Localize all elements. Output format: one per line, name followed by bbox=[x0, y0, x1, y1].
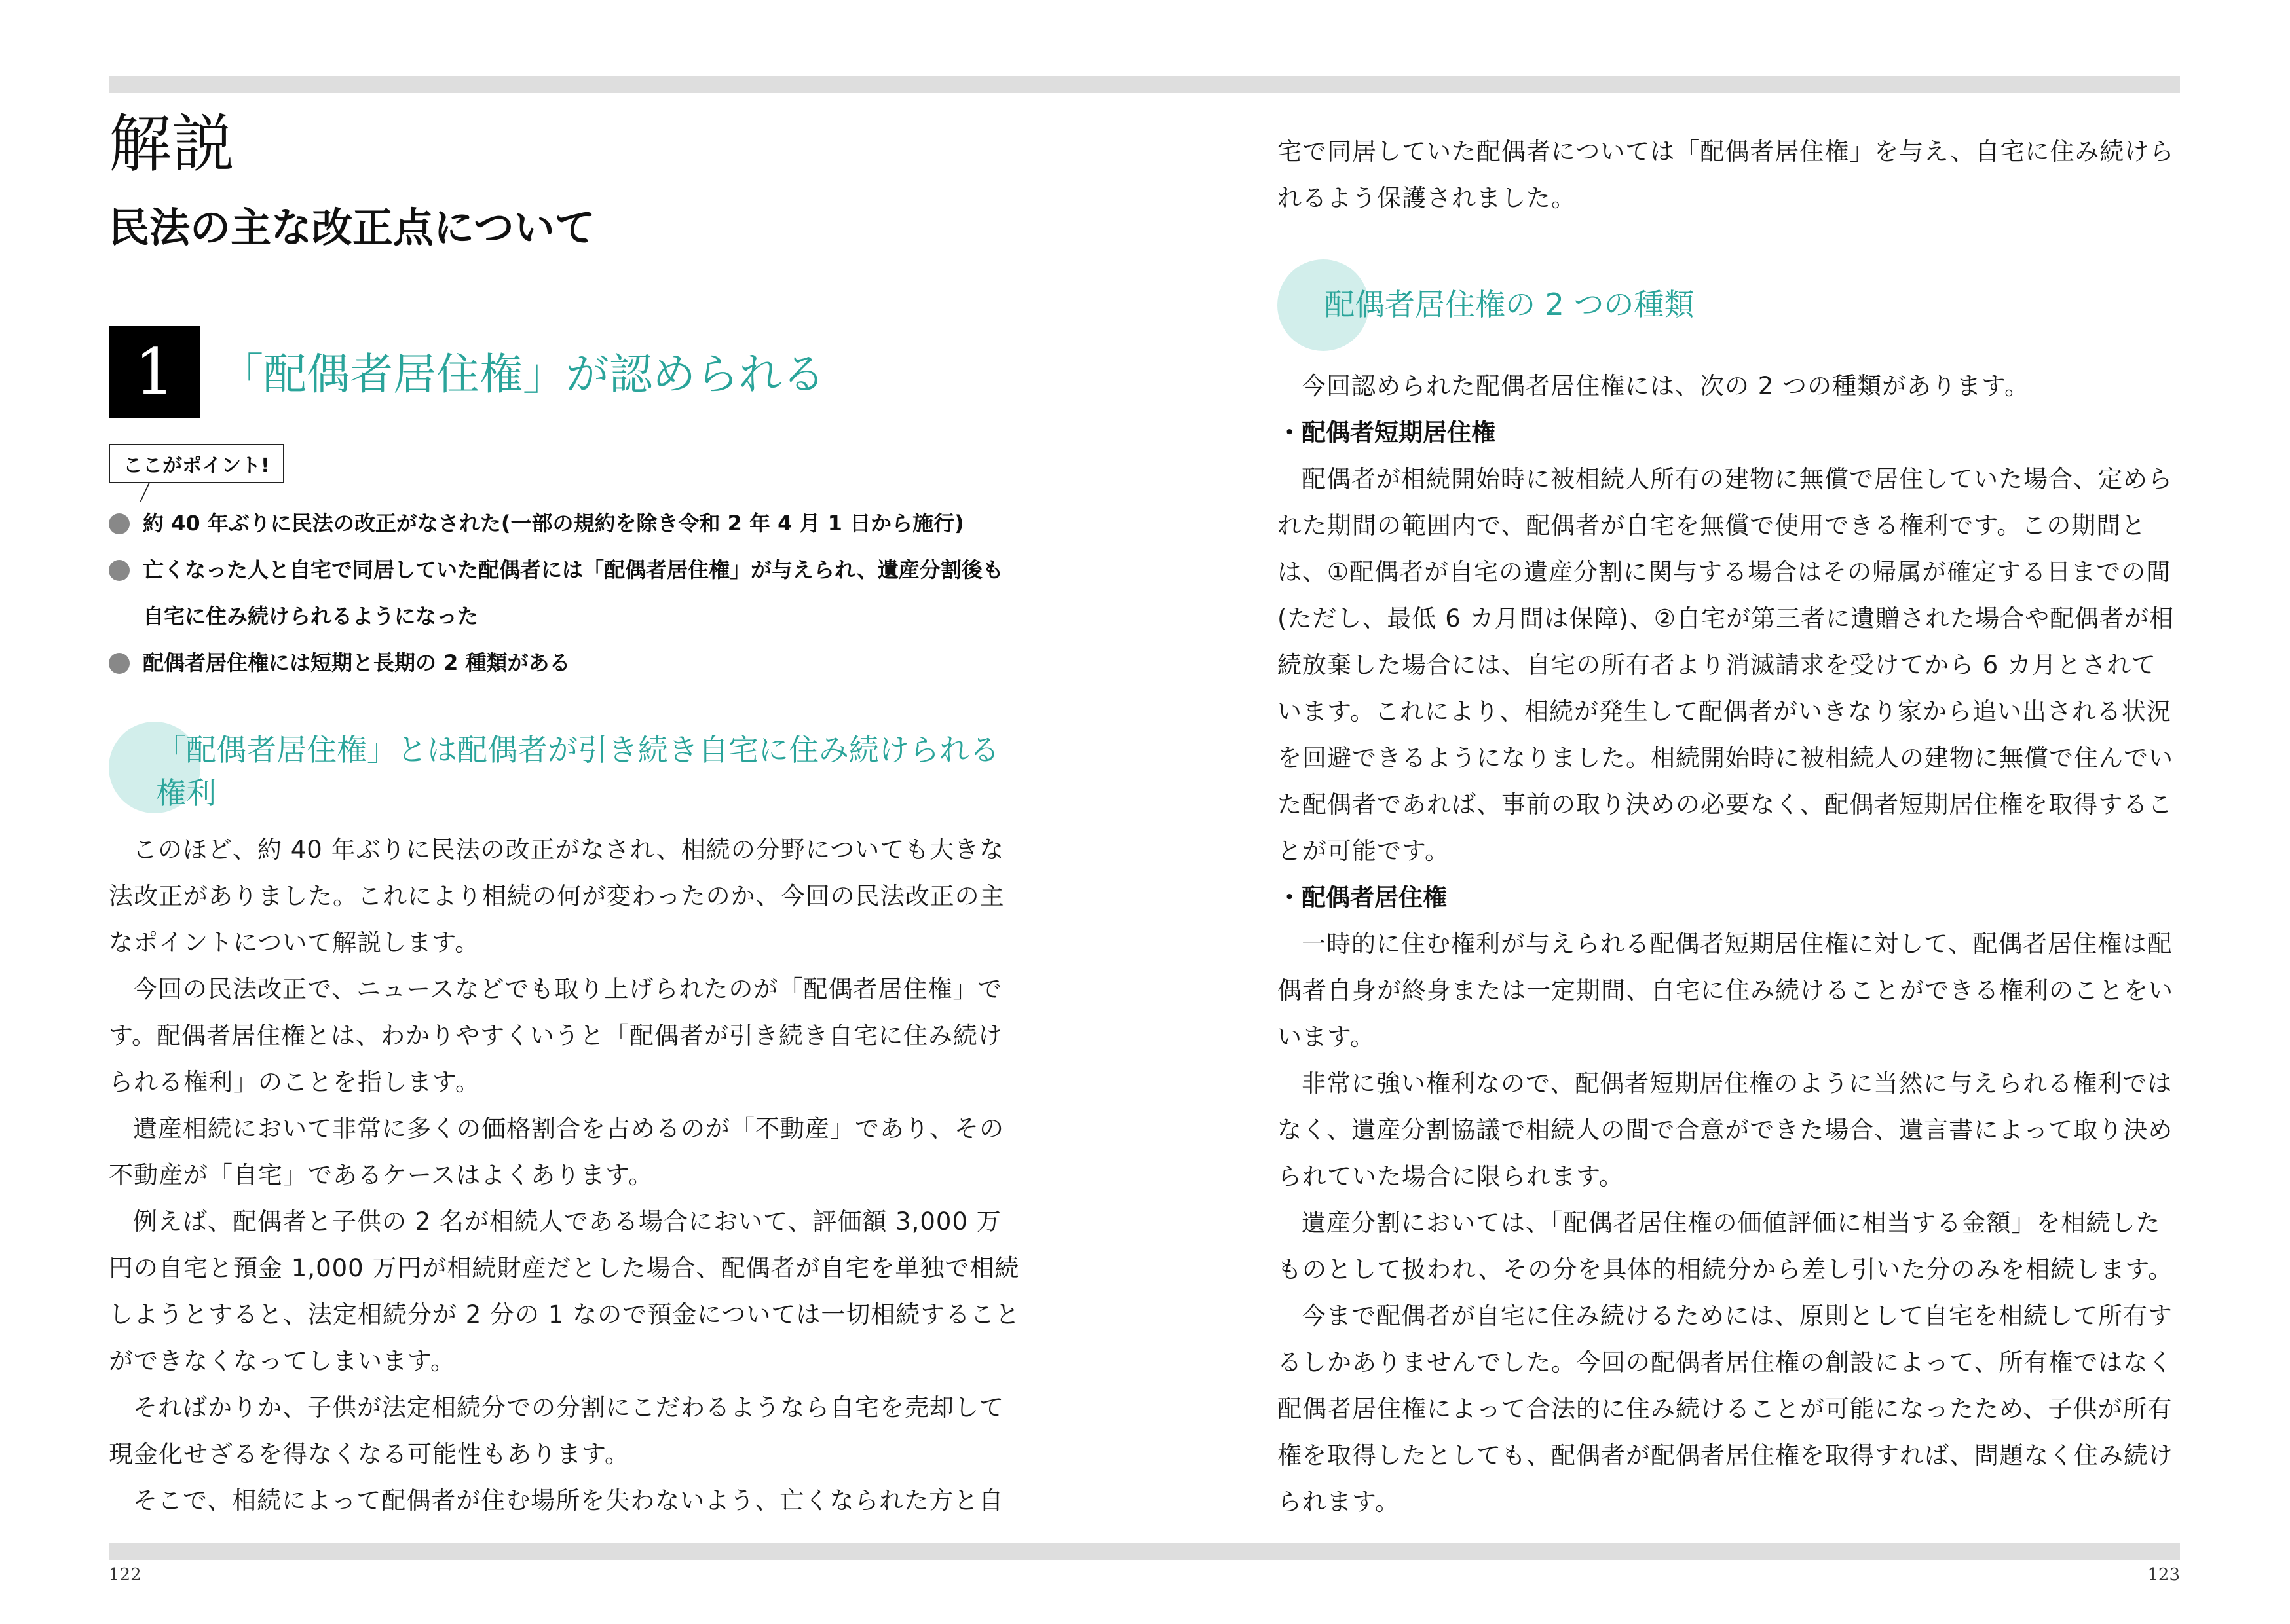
paragraph: このほど、約 40 年ぶりに民法の改正がなされ、相続の分野についても大きな法改正がありました。これにより相続の何が変わったのか、今回の民法改正の主なポイントについて解説します。 bbox=[109, 836, 1005, 957]
paragraph: 今まで配偶者が自宅に住み続けるためには、原則として自宅を相続して所有するしかありませんでした。今回の配偶者居住権の創設によって、所有権ではなく配偶者居住権によって合法的に住み続けることが可能になったため、子供が所有権を取得したとしても、配偶者が配偶者居住権を取得すれば、問題なく住み続けられます。 bbox=[1277, 1302, 2173, 1516]
key-point: 約 40 年ぶりに民法の改正がなされた(一部の規約を除き令和 2 年 4 月 1 日から施行) bbox=[109, 500, 1021, 547]
chapter-title: 「配偶者居住権」が認められる bbox=[220, 349, 825, 399]
page-number-right: 123 bbox=[2147, 1565, 2180, 1585]
point-label-tail bbox=[140, 483, 149, 502]
top-rule bbox=[109, 76, 2180, 93]
section-title: 解説 bbox=[109, 107, 235, 181]
sub-heading bbox=[109, 722, 1021, 820]
paragraph: 配偶者が相続開始時に被相続人所有の建物に無償で居住していた場合、定められた期間の範囲内で、配偶者が自宅を無償で使用できる権利です。この期間とは、①配偶者が自宅の遺産分割に関与する場合はその帰属が確定する日までの間(ただし、最低 6 カ月間は保障)、②自宅が第三者に遺贈された場合や配偶者が相続放棄した場合には、自宅の所有者より消滅請求を受けてから 6 カ月とされています。これにより、相続が発生して配偶者がいきなり家から追い出される状況を回避できるようになりました。相続開始時に被相続人の建物に無償で住んでいた配偶者であれば、事前の取り決めの必要なく、配偶者短期居住権を取得することが可能です。 bbox=[1277, 465, 2175, 865]
key-point: 亡くなった人と自宅で同居していた配偶者には「配偶者居住権」が与えられ、遺産分割後も自宅に住み続けられるようになった bbox=[109, 547, 1021, 640]
left-body-text bbox=[109, 826, 1021, 1524]
key-point: 配偶者居住権には短期と長期の 2 種類がある bbox=[109, 640, 1021, 686]
sub-heading bbox=[1277, 259, 2181, 351]
bullet-icon bbox=[109, 560, 130, 581]
chapter-number: 1 bbox=[109, 326, 200, 418]
paragraph: そこで、相続によって配偶者が住む場所を失わないよう、亡くなられた方と自 bbox=[133, 1486, 1004, 1515]
continuation-text bbox=[1277, 128, 2181, 221]
key-points-list bbox=[109, 500, 1021, 686]
paragraph: 一時的に住む権利が与えられる配偶者短期居住権に対して、配偶者居住権は配偶者自身が終身または一定期間、自宅に住み続けることができる権利のことをいいます。 bbox=[1277, 930, 2173, 1051]
paragraph: そればかりか、子供が法定相続分での分割にこだわるようなら自宅を売却して現金化せざるを得なくなる可能性もあります。 bbox=[109, 1393, 1004, 1468]
bullet-icon bbox=[109, 653, 130, 674]
paragraph: 例えば、配偶者と子供の 2 名が相続人である場合において、評価額 3,000 万円の自宅と預金 1,000 万円が相続財産だとした場合、配偶者が自宅を単独で相続しようとすると、法定相続分が 2 分の 1 なので預金については一切相続することができなくなってしまいます。 bbox=[109, 1208, 1021, 1375]
sub-heading-text: 配偶者居住権の 2 つの種類 bbox=[1324, 287, 1695, 322]
bullet-icon bbox=[109, 513, 130, 534]
paragraph: 今回認められた配偶者居住権には、次の 2 つの種類があります。 bbox=[1302, 372, 2030, 400]
item-heading: ・配偶者短期居住権 bbox=[1277, 418, 1495, 447]
sub-heading-text: 「配偶者居住権」とは配偶者が引き続き自宅に住み続けられる権利 bbox=[156, 732, 1000, 811]
paragraph: 今回の民法改正で、ニュースなどでも取り上げられたのが「配偶者居住権」です。配偶者居住権とは、わかりやすくいうと「配偶者が引き続き自宅に住み続けられる権利」のことを指します。 bbox=[109, 975, 1004, 1096]
section-subtitle: 民法の主な改正点について bbox=[109, 204, 595, 251]
right-body-text bbox=[1277, 363, 2181, 1525]
paragraph: 宅で同居していた配偶者については「配偶者居住権」を与え、自宅に住み続けられるよう保護されました。 bbox=[1277, 138, 2175, 212]
bottom-rule bbox=[109, 1543, 2180, 1560]
paragraph: 遺産相続において非常に多くの価格割合を占めるのが「不動産」であり、その不動産が「自宅」であるケースはよくあります。 bbox=[109, 1115, 1004, 1189]
page-number-left: 122 bbox=[109, 1565, 141, 1585]
paragraph: 非常に強い権利なので、配偶者短期居住権のように当然に与えられる権利ではなく、遺産分割協議で相続人の間で合意ができた場合、遺言書によって取り決められていた場合に限られます。 bbox=[1277, 1069, 2173, 1190]
item-heading: ・配偶者居住権 bbox=[1277, 883, 1447, 912]
paragraph: 遺産分割においては、「配偶者居住権の価値評価に相当する金額」を相続したものとして扱われ、その分を具体的相続分から差し引いた分のみを相続します。 bbox=[1277, 1209, 2173, 1283]
point-label: ここがポイント! bbox=[109, 444, 284, 483]
